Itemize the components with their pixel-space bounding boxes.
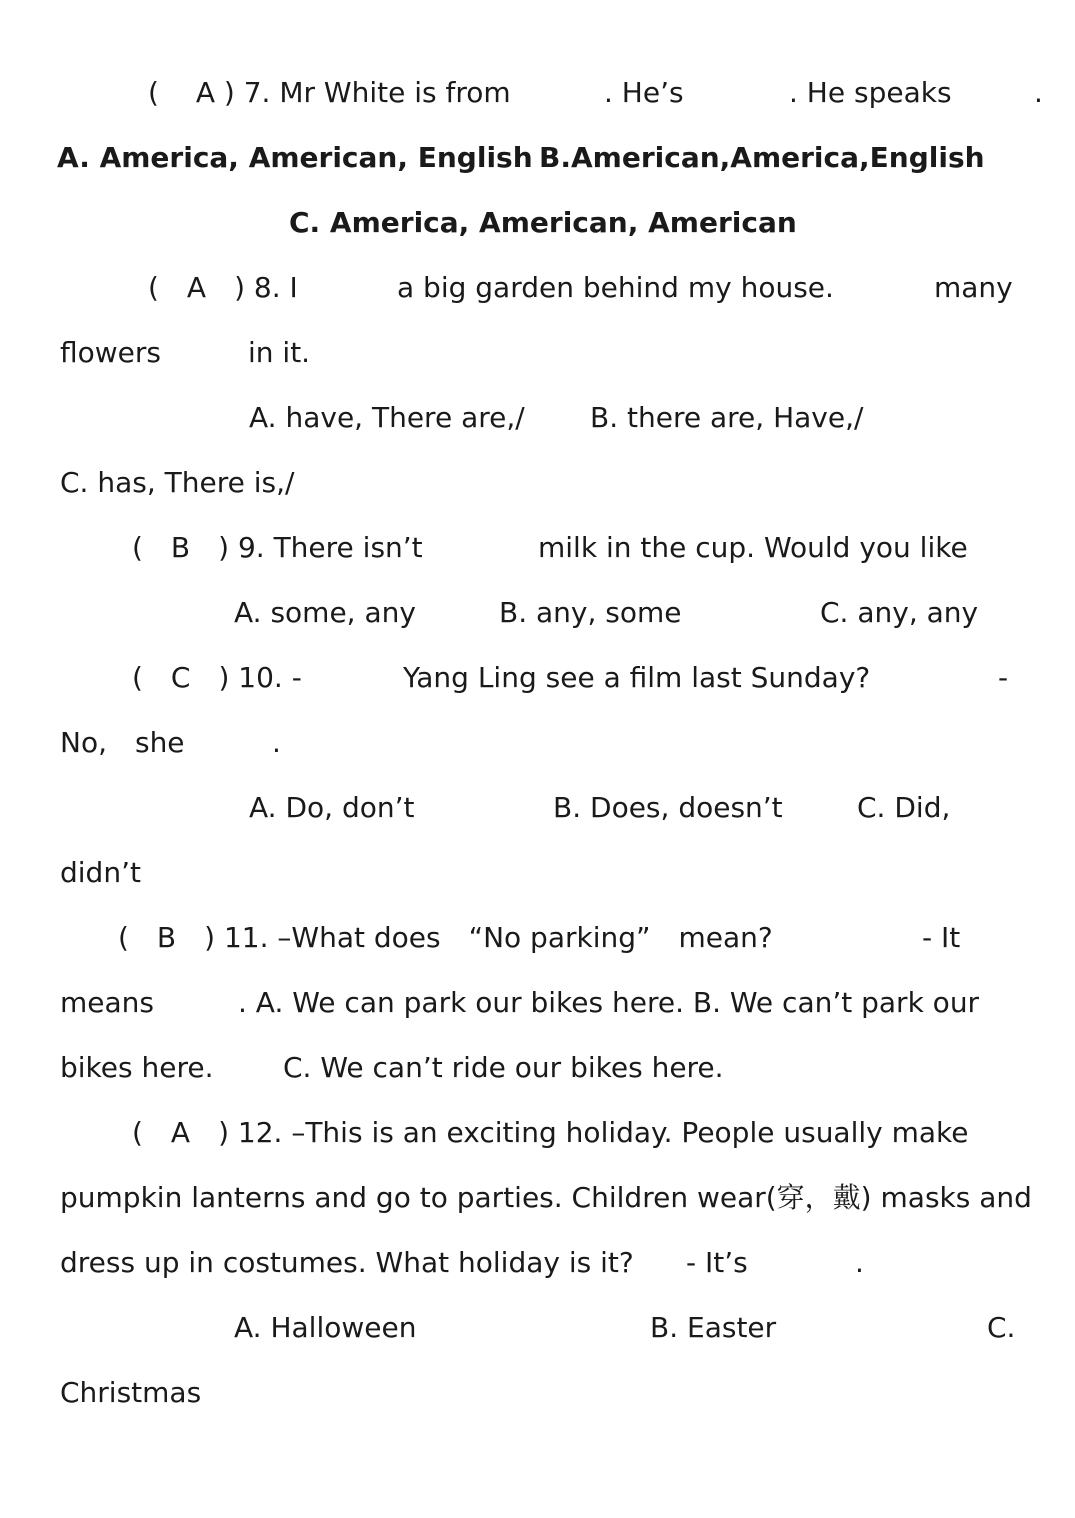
- q8-option-b: B. there are, Have,/: [590, 401, 864, 434]
- q7-option-a: A. America, American, English: [57, 141, 533, 174]
- q11-line3-b: C. We can’t ride our bikes here.: [283, 1051, 724, 1084]
- q10-stem-dash: -: [998, 661, 1009, 694]
- q12-stem-line3-c: .: [855, 1246, 864, 1279]
- q12-stem-line3-b: - It’s: [686, 1246, 748, 1279]
- q9-option-a: A. some, any: [234, 596, 416, 629]
- q12-option-a: A. Halloween: [234, 1311, 417, 1344]
- q9-stem-end: milk in the cup. Would you like: [538, 531, 968, 564]
- q8-line2-a: flowers: [60, 336, 161, 369]
- q8-stem-mid: a big garden behind my house.: [397, 271, 834, 304]
- q10-line2-b: .: [272, 726, 281, 759]
- q11-line2-a: means: [60, 986, 154, 1019]
- q7-option-c: C. America, American, American: [289, 206, 797, 239]
- q7-stem-period: .: [1034, 76, 1043, 109]
- q12-stem-line3-a: dress up in costumes. What holiday is it?: [60, 1246, 634, 1279]
- q10-option-a: A. Do, don’t: [249, 791, 415, 824]
- q9-option-c: C. any, any: [820, 596, 979, 629]
- q10-option-b: B. Does, doesn’t: [553, 791, 783, 824]
- q8-stem: ( A ) 8. I: [148, 271, 298, 304]
- q10-stem-mid: Yang Ling see a film last Sunday?: [403, 661, 871, 694]
- q12-option-c: C.: [987, 1311, 1016, 1344]
- q7-option-b: B.American,America,English: [539, 141, 985, 174]
- q7-stem-end: . He speaks: [789, 76, 952, 109]
- q10-line2-a: No, she: [60, 726, 185, 759]
- q7-stem: ( A ) 7. Mr White is from: [148, 76, 511, 109]
- q10-stem: ( C ) 10. -: [132, 661, 302, 694]
- q7-stem-mid: . He’s: [604, 76, 684, 109]
- q11-line2-b: . A. We can park our bikes here. B. We can’t park our: [238, 986, 980, 1019]
- q12-option-b: B. Easter: [650, 1311, 777, 1344]
- q8-option-a: A. have, There are,/: [249, 401, 525, 434]
- q11-line3-a: bikes here.: [60, 1051, 214, 1084]
- q8-stem-end: many: [934, 271, 1013, 304]
- q9-stem: ( B ) 9. There isn’t: [132, 531, 423, 564]
- q10-option-c-cont: didn’t: [60, 856, 141, 889]
- q11-stem-end: - It: [922, 921, 961, 954]
- q9-option-b: B. any, some: [499, 596, 682, 629]
- q12-option-c-cont: Christmas: [60, 1376, 202, 1409]
- q8-line2-b: in it.: [248, 336, 311, 369]
- q8-option-c: C. has, There is,/: [60, 466, 295, 499]
- q10-option-c: C. Did,: [857, 791, 951, 824]
- q11-stem: ( B ) 11. –What does “No parking” mean?: [118, 921, 773, 954]
- q12-stem-line1: ( A ) 12. –This is an exciting holiday. People usually make: [132, 1116, 969, 1149]
- q12-stem-line2: pumpkin lanterns and go to parties. Children wear(穿，戴) masks and: [60, 1181, 1032, 1214]
